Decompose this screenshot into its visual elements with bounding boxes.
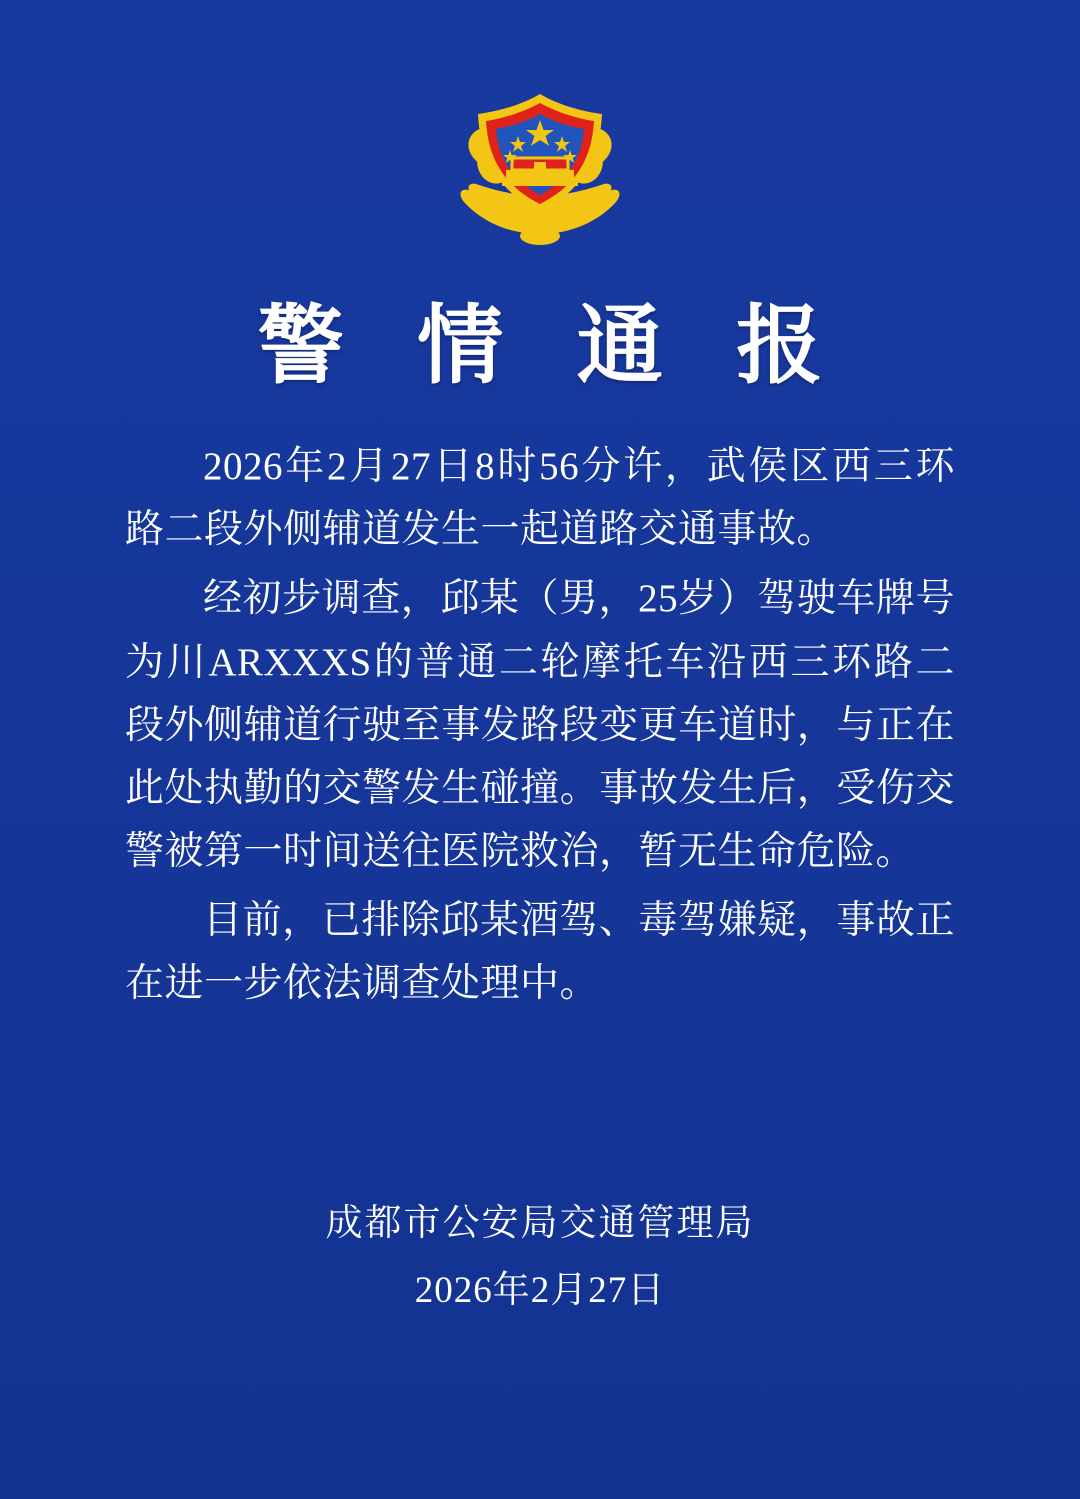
emblem-container bbox=[0, 0, 1080, 269]
issuing-organization: 成都市公安局交通管理局 bbox=[325, 1202, 755, 1244]
signature-block bbox=[0, 1193, 1080, 1321]
notice-paragraph-2: 经初步调查，邱某（男，25岁）驾驶车牌号为川ARXXXS的普通二轮摩托车沿西三环路二段外侧辅道行驶至事发路段变更车道时，与正在此处执勤的交警发生碰撞。事故发生后，受伤交警被第一时间送往医院救治，暂无生命危险。 bbox=[125, 577, 955, 874]
notice-paragraph-3: 目前，已排除邱某酒驾、毒驾嫌疑，事故正在进一步依法调查处理中。 bbox=[125, 899, 955, 1006]
page-title: 警 情 通 报 bbox=[257, 298, 849, 394]
issue-date: 2026年2月27日 bbox=[414, 1269, 666, 1311]
notice-paragraph-1: 2026年2月27日8时56分许，武侯区西三环路二段外侧辅道发生一起道路交通事故。 bbox=[125, 445, 955, 552]
china-police-emblem-icon bbox=[440, 84, 640, 269]
notice-body bbox=[125, 435, 955, 1016]
